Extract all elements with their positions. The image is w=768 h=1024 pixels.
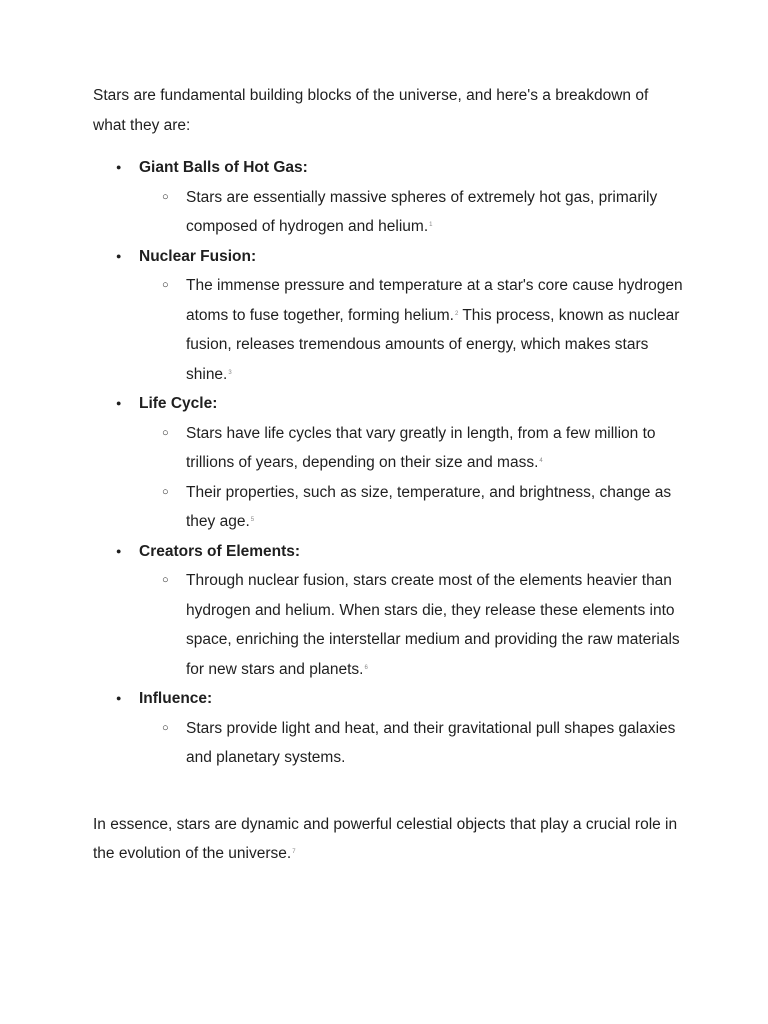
topic-item xyxy=(93,684,683,773)
topic-title: Influence: xyxy=(139,690,213,707)
detail-text: Their properties, such as size, temperature, and brightness, change as they age. xyxy=(186,483,672,530)
detail-text: The immense pressure and temperature at a star's core cause hydrogen atoms to fuse together, forming helium. xyxy=(186,277,683,324)
topic-details xyxy=(139,566,683,684)
topic-details xyxy=(139,714,683,773)
topic-item xyxy=(93,242,683,390)
detail-item xyxy=(139,271,683,389)
detail-item xyxy=(139,566,683,684)
footnote-marker[interactable]: 2 xyxy=(454,310,459,317)
topic-item xyxy=(93,389,683,537)
topic-details xyxy=(139,419,683,537)
detail-text: Through nuclear fusion, stars create most of the elements heavier than hydrogen and helium. When stars die, they release these elements into space, enriching the interstellar medium and providing the raw materials for new stars and planets. xyxy=(186,572,680,678)
document-page xyxy=(93,81,683,869)
footnote-marker[interactable]: 3 xyxy=(228,369,232,376)
topic-details xyxy=(139,183,683,242)
topic-title: Life Cycle: xyxy=(139,395,218,412)
intro-paragraph: Stars are fundamental building blocks of the universe, and here's a breakdown of what they are: xyxy=(93,87,649,134)
topic-title: Nuclear Fusion: xyxy=(139,247,257,265)
detail-text: Stars are essentially massive spheres of extremely hot gas, primarily composed of hydrogen and helium. xyxy=(186,188,658,235)
detail-item xyxy=(139,183,683,242)
detail-text: This process, known as nuclear fusion, releases tremendous amounts of energy, which makes stars shine. xyxy=(186,306,680,383)
footnote-marker[interactable]: 5 xyxy=(250,517,255,523)
footnote-marker[interactable]: 6 xyxy=(364,664,368,671)
topic-title: Creators of Elements: xyxy=(139,542,301,560)
footnote-marker[interactable]: 7 xyxy=(292,849,296,855)
conclusion-text: In essence, stars are dynamic and powerful celestial objects that play a crucial role in the evolution of the universe. xyxy=(93,815,678,862)
detail-text: Stars have life cycles that vary greatly in length, from a few million to trillions of years, depending on their size and mass. xyxy=(186,424,656,471)
footnote-marker[interactable]: 4 xyxy=(539,458,543,464)
topic-item xyxy=(93,153,683,242)
topic-details xyxy=(139,271,683,389)
conclusion-paragraph xyxy=(93,810,683,869)
detail-item xyxy=(139,478,683,537)
detail-text: Stars provide light and heat, and their gravitational pull shapes galaxies and planetary systems. xyxy=(186,719,676,766)
detail-item xyxy=(139,419,683,478)
footnote-marker[interactable]: 1 xyxy=(429,222,433,228)
topic-title: Giant Balls of Hot Gas: xyxy=(139,159,308,176)
topic-item xyxy=(93,537,683,685)
topic-list xyxy=(93,153,683,773)
detail-item xyxy=(139,714,683,773)
